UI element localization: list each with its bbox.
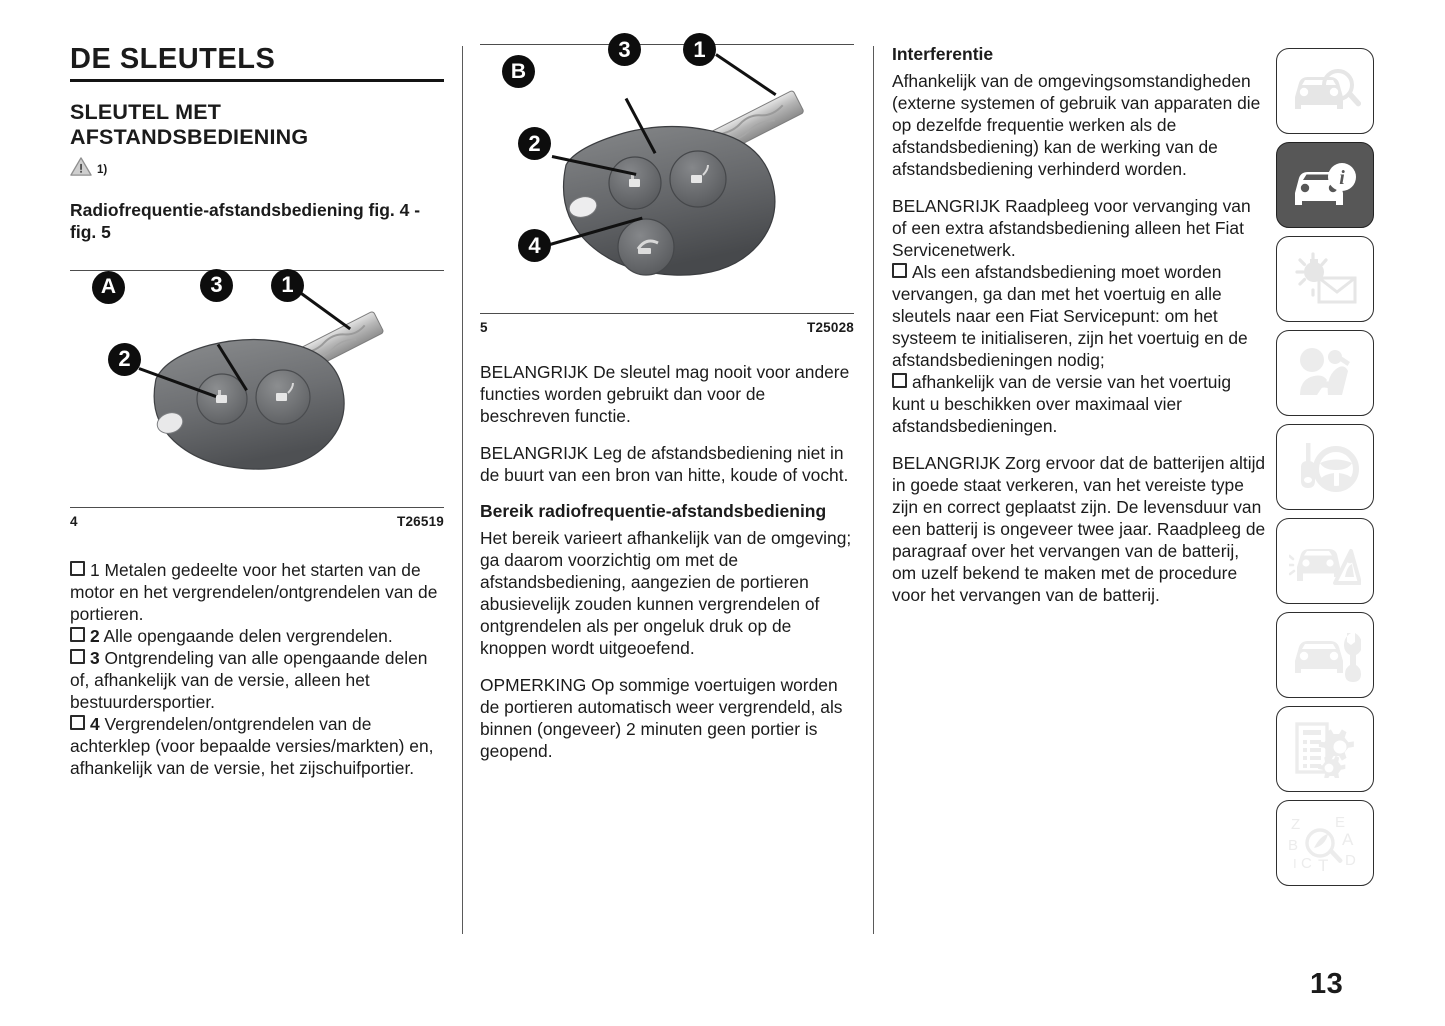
key-function-list — [70, 559, 444, 779]
bullet-text: Als een afstandsbediening moet worden vervangen, ga dan met het voertuig en alle sleutels naar een Fiat Servicepunt: om het systeem te initialiseren, zijn het voertuig en de afstandsbedieningen nodig; — [892, 261, 1248, 370]
figure-5-code: T25028 — [807, 320, 854, 335]
figure-4-callout-1: 1 — [271, 269, 304, 302]
index-letter-e: E — [1335, 814, 1346, 831]
figure-4-code: T26519 — [397, 513, 444, 529]
list-item — [70, 713, 444, 779]
figure-5-callout-2: 2 — [518, 127, 551, 160]
tab-car-warning-triangle[interactable] — [1276, 518, 1374, 604]
list-item — [892, 371, 1266, 437]
bulb-envelope-icon — [1289, 250, 1361, 308]
svg-text:i: i — [1339, 167, 1345, 189]
index-letter-i: I — [1293, 856, 1297, 871]
tab-car-info[interactable] — [1276, 142, 1374, 228]
column-left — [70, 44, 444, 779]
index-letter-t: T — [1318, 856, 1329, 873]
column-middle — [480, 36, 854, 777]
key-fob-b-illustration — [480, 45, 854, 313]
warning-triangle-icon — [70, 156, 92, 177]
list-item — [70, 559, 444, 625]
tab-key-steering-wheel[interactable] — [1276, 424, 1374, 510]
paragraph-interference: Afhankelijk van de omgevingsomstandigheden (externe systemen of gebruik van apparaten die op dezelfde frequentie werken als de afstandsbediening) kan de werking van de afstandsbediening verhinderd worden. — [892, 70, 1261, 179]
index-letter-d: D — [1345, 852, 1356, 869]
bullet-text: afhankelijk van de versie van het voertuig kunt u beschikken over maximaal vier afstandsbedieningen. — [892, 371, 1232, 436]
figure-5-artwork — [480, 36, 854, 313]
column-divider-1 — [462, 46, 463, 934]
tab-car-magnifier[interactable] — [1276, 48, 1374, 134]
index-letter-z: Z — [1291, 816, 1301, 833]
figure-5-number: 5 — [480, 320, 488, 335]
bullet-number: 4 — [90, 713, 100, 734]
figure-4-key-label: A — [92, 271, 125, 304]
paragraph-important-1: BELANGRIJK De sleutel mag nooit voor andere functies worden gebruikt dan voor de beschreven functie. — [480, 362, 850, 427]
figure-5-caption — [480, 314, 854, 335]
subheading-radiofrequency: Radiofrequentie-afstandsbediening fig. 4 - fig. 5 — [70, 200, 421, 243]
figure-4-caption — [70, 508, 444, 529]
tab-bulb-envelope[interactable] — [1276, 236, 1374, 322]
chapter-rule — [70, 79, 444, 82]
car-wrench-icon — [1289, 627, 1361, 683]
tab-airbag-seatbelt[interactable] — [1276, 330, 1374, 416]
bullet-number: 2 — [90, 625, 100, 646]
warning-reference — [70, 156, 444, 180]
bullet-number: 3 — [90, 647, 100, 668]
index-letter-c: C — [1301, 855, 1312, 872]
figure-4-callout-2: 2 — [108, 343, 141, 376]
airbag-seatbelt-icon — [1290, 345, 1360, 401]
list-item — [70, 625, 444, 647]
tab-alphabetical-index[interactable] — [1276, 800, 1374, 886]
paragraph-note: OPMERKING Op sommige voertuigen worden de portieren automatisch weer vergrendeld, als binnen (ongeveer) 2 minuten geen portier is geopend. — [480, 674, 843, 761]
heading-interference: Interferentie — [892, 44, 994, 64]
figure-4-callout-3: 3 — [200, 269, 233, 302]
square-bullet-icon — [892, 373, 907, 388]
index-letter-a: A — [1342, 830, 1354, 849]
key-steering-wheel-icon — [1290, 439, 1360, 495]
warning-note-number: 1) — [97, 164, 108, 177]
car-warning-triangle-icon — [1289, 533, 1361, 589]
figure-5 — [480, 36, 854, 335]
figure-4 — [70, 270, 444, 529]
bullet-text: Vergrendelen/ontgrendelen van de achterklep (voor bepaalde versies/markten) en, afhankelijk van de versie, het zijschuifportier. — [70, 713, 434, 778]
figure-4-number: 4 — [70, 513, 78, 529]
figure-4-artwork — [70, 271, 444, 507]
bullet-text: Ontgrendeling van alle opengaande delen of, afhankelijk van de versie, alleen het bestuurdersportier. — [70, 647, 428, 712]
tab-document-gears[interactable] — [1276, 706, 1374, 792]
square-bullet-icon — [70, 561, 85, 576]
square-bullet-icon — [70, 627, 85, 642]
column-right — [892, 44, 1266, 621]
figure-5-key-label: B — [502, 55, 535, 88]
paragraph-range: Het bereik varieert afhankelijk van de omgeving; ga daarom voorzichtig om met de afstandsbediening, aangezien de portieren abusievelijk zouden kunnen vergrendelen of ontgrendelen als per ongeluk druk op de knoppen wordt uitgeoefend. — [480, 527, 852, 658]
bullet-number: 1 — [90, 559, 100, 580]
heading-range: Bereik radiofrequentie-afstandsbediening — [480, 501, 827, 522]
figure-5-callout-3: 3 — [608, 33, 641, 66]
bullet-text: Metalen gedeelte voor het starten van de motor en het vergrendelen/ontgrendelen van de portieren. — [70, 559, 438, 624]
page-number: 13 — [1310, 968, 1344, 1000]
square-bullet-icon — [892, 263, 907, 278]
document-gears-icon — [1289, 720, 1361, 778]
car-info-icon — [1289, 157, 1361, 213]
list-item — [892, 261, 1266, 371]
paragraph-important-service: BELANGRIJK Raadpleeg voor vervanging van of een extra afstandsbediening alleen het Fiat Servicenetwerk. — [892, 195, 1251, 260]
figure-5-callout-4: 4 — [518, 229, 551, 262]
column-divider-2 — [873, 46, 874, 934]
bullet-text: Alle opengaande delen vergrendelen. — [103, 625, 393, 646]
alphabetical-index-icon — [1287, 813, 1363, 873]
paragraph-battery: BELANGRIJK Zorg ervoor dat de batterijen altijd in goede staat verkeren, van het vereiste type zijn en correct geplaatst zijn. De levensduur van een batterij is ongeveer twee jaar. Raadpleeg de paragraaf over het vervangen van de batterij, om uzelf bekend te maken met de procedure voor het vervangen van de batterij. — [892, 452, 1266, 606]
index-letter-b: B — [1288, 837, 1299, 854]
chapter-title: DE SLEUTELS — [70, 43, 276, 75]
square-bullet-icon — [70, 649, 85, 664]
tab-car-wrench[interactable] — [1276, 612, 1374, 698]
section-title: SLEUTEL MET AFSTANDSBEDIENING — [70, 100, 309, 149]
car-magnifier-icon — [1289, 63, 1361, 119]
key-fob-a-illustration — [70, 271, 444, 507]
service-list — [892, 261, 1266, 437]
square-bullet-icon — [70, 715, 85, 730]
paragraph-important-2: BELANGRIJK Leg de afstandsbediening niet in de buurt van een bron van hitte, koude of vocht. — [480, 443, 849, 486]
figure-5-callout-1: 1 — [683, 33, 716, 66]
list-item — [70, 647, 444, 713]
section-tab-rail[interactable] — [1276, 48, 1376, 894]
